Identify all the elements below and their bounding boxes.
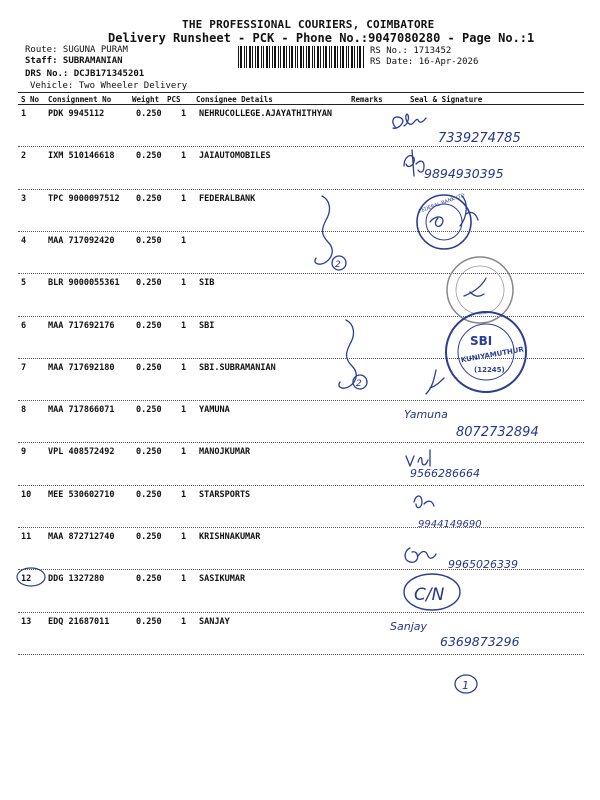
row-consignee: STARSPORTS — [199, 489, 251, 500]
row-weight: 0.250 — [136, 616, 162, 627]
sib-seal-inner — [456, 266, 504, 314]
phone-8: 8072732894 — [456, 425, 539, 440]
sib-signature — [464, 278, 486, 296]
signature-2 — [404, 150, 424, 176]
route-label: Route: SUGUNA PURAM — [25, 45, 128, 55]
row-pcs: 1 — [181, 235, 187, 246]
sbi-stamp-name: SBI — [470, 334, 493, 348]
col-sno: S No — [21, 95, 40, 104]
rs-number: RS No.: 1713452 — [370, 46, 452, 56]
row-sno: 13 — [21, 616, 32, 627]
row-consignment-no: MEE 530602710 — [48, 489, 115, 500]
row-consignment-no: MAA 717866071 — [48, 405, 115, 416]
phone-11: 9965026339 — [448, 558, 518, 571]
col-consignment: Consignment No — [48, 95, 112, 104]
row-sno: 12 — [21, 574, 32, 585]
row-consignment-no: MAA 717692176 — [48, 320, 115, 331]
row-weight: 0.250 — [136, 151, 162, 162]
row-weight: 0.250 — [136, 235, 162, 246]
row-weight: 0.250 — [136, 447, 162, 458]
row-pcs: 1 — [181, 362, 187, 373]
row-consignee: MANOJKUMAR — [199, 447, 251, 458]
row-pcs: 1 — [181, 109, 187, 119]
row-consignee: SBI.SUBRAMANIAN — [199, 362, 276, 373]
signature-11 — [405, 548, 436, 562]
row-pcs: 1 — [181, 574, 187, 585]
staff-label: Staff: SUBRAMANIAN — [25, 56, 123, 66]
mark-1: 1 — [462, 679, 469, 692]
federal-bank-stamp-text: FEDERAL BANK LTD — [418, 192, 466, 215]
signature-10 — [414, 496, 434, 508]
phone-13: 6369873296 — [440, 634, 520, 649]
row-pcs: 1 — [181, 151, 187, 162]
row-consignee: FEDERALBANK — [199, 193, 256, 204]
mark-2a: 2 — [335, 260, 341, 270]
row-pcs: 1 — [181, 447, 187, 458]
name-13: Sanjay — [390, 620, 428, 633]
col-signature: Seal & Signature — [410, 95, 483, 104]
sbi-signature — [426, 370, 444, 394]
mark-2b: 2 — [356, 379, 362, 389]
row-sno: 7 — [21, 362, 27, 373]
row-sno: 5 — [21, 278, 27, 289]
row-consignment-no: TPC 9000097512 — [48, 193, 120, 204]
row-consignment-no: BLR 9000055361 — [48, 278, 120, 289]
row-weight: 0.250 — [136, 362, 162, 373]
row-consignment-no: EDQ 21687011 — [48, 616, 110, 627]
row-weight: 0.250 — [136, 405, 162, 416]
row-sno: 10 — [21, 489, 32, 500]
row-weight: 0.250 — [136, 109, 162, 119]
row-sno: 2 — [21, 151, 27, 162]
row-pcs: 1 — [181, 278, 187, 289]
runsheet-subtitle: Delivery Runsheet - PCK - Phone No.:9047080280 - Page No.:1 — [108, 31, 535, 45]
phone-2: 9894930395 — [424, 166, 504, 181]
cn-mark: C/N — [414, 585, 445, 605]
signature-1 — [393, 114, 426, 128]
phone-10: 9944149690 — [418, 519, 482, 530]
drs-label: DRS No.: DCJB171345201 — [25, 69, 145, 79]
vehicle-label: Vehicle: Two Wheeler Delivery — [30, 81, 188, 91]
bracket-3-4 — [315, 196, 332, 264]
row-consignee: YAMUNA — [199, 405, 230, 416]
rs-date: RS Date: 16-Apr-2026 — [370, 57, 479, 67]
row-weight: 0.250 — [136, 278, 162, 289]
row-weight: 0.250 — [136, 193, 162, 204]
row-consignee: SANJAY — [199, 616, 230, 627]
row-consignee: SBI — [199, 320, 215, 331]
row-sno: 3 — [21, 193, 27, 204]
row-consignment-no: PDK 9945112 — [48, 109, 105, 119]
row-consignee: NEHRUCOLLEGE.AJAYATHITHYAN — [199, 109, 333, 119]
company-title: THE PROFESSIONAL COURIERS, COIMBATORE — [182, 18, 435, 31]
row-sno: 11 — [21, 532, 32, 542]
row-consignee: SIB — [199, 278, 215, 289]
col-weight: Weight — [132, 95, 160, 104]
row-weight: 0.250 — [136, 532, 162, 542]
sbi-stamp-branch: KUNIYAMUTHUR — [460, 345, 525, 365]
row-consignee: SASIKUMAR — [199, 574, 246, 585]
row-weight: 0.250 — [136, 574, 162, 585]
row-consignment-no: MAA 717092420 — [48, 235, 115, 246]
row-sno: 8 — [21, 405, 27, 416]
row-consignee: JAIAUTOMOBILES — [199, 151, 271, 162]
phone-9: 9566286664 — [410, 467, 480, 480]
sno-12-circle — [17, 568, 45, 586]
name-8: Yamuna — [404, 408, 448, 421]
row-pcs: 1 — [181, 489, 187, 500]
row-weight: 0.250 — [136, 489, 162, 500]
row-pcs: 1 — [181, 616, 187, 627]
sbi-stamp — [446, 312, 526, 392]
sbi-stamp-code: (12245) — [474, 366, 505, 374]
row-pcs: 1 — [181, 320, 187, 331]
row-consignment-no: MAA 717692180 — [48, 362, 115, 373]
col-remarks: Remarks — [351, 95, 383, 104]
row-consignee: KRISHNAKUMAR — [199, 532, 261, 542]
row-sno: 4 — [21, 235, 27, 246]
row-pcs: 1 — [181, 405, 187, 416]
row-consignment-no: DDG 1327280 — [48, 574, 105, 585]
row-sno: 1 — [21, 109, 27, 119]
row-consignment-no: MAA 872712740 — [48, 532, 115, 542]
row-weight: 0.250 — [136, 320, 162, 331]
signature-9 — [406, 450, 430, 466]
row-pcs: 1 — [181, 193, 187, 204]
row-sno: 9 — [21, 447, 27, 458]
row-consignment-no: VPL 408572492 — [48, 447, 115, 458]
phone-1: 7339274785 — [438, 131, 521, 146]
col-consignee: Consignee Details — [196, 95, 273, 104]
row-consignment-no: IXM 510146618 — [48, 151, 115, 162]
row-sno: 6 — [21, 320, 27, 331]
row-pcs: 1 — [181, 532, 187, 542]
col-pcs: PCS — [167, 95, 181, 104]
